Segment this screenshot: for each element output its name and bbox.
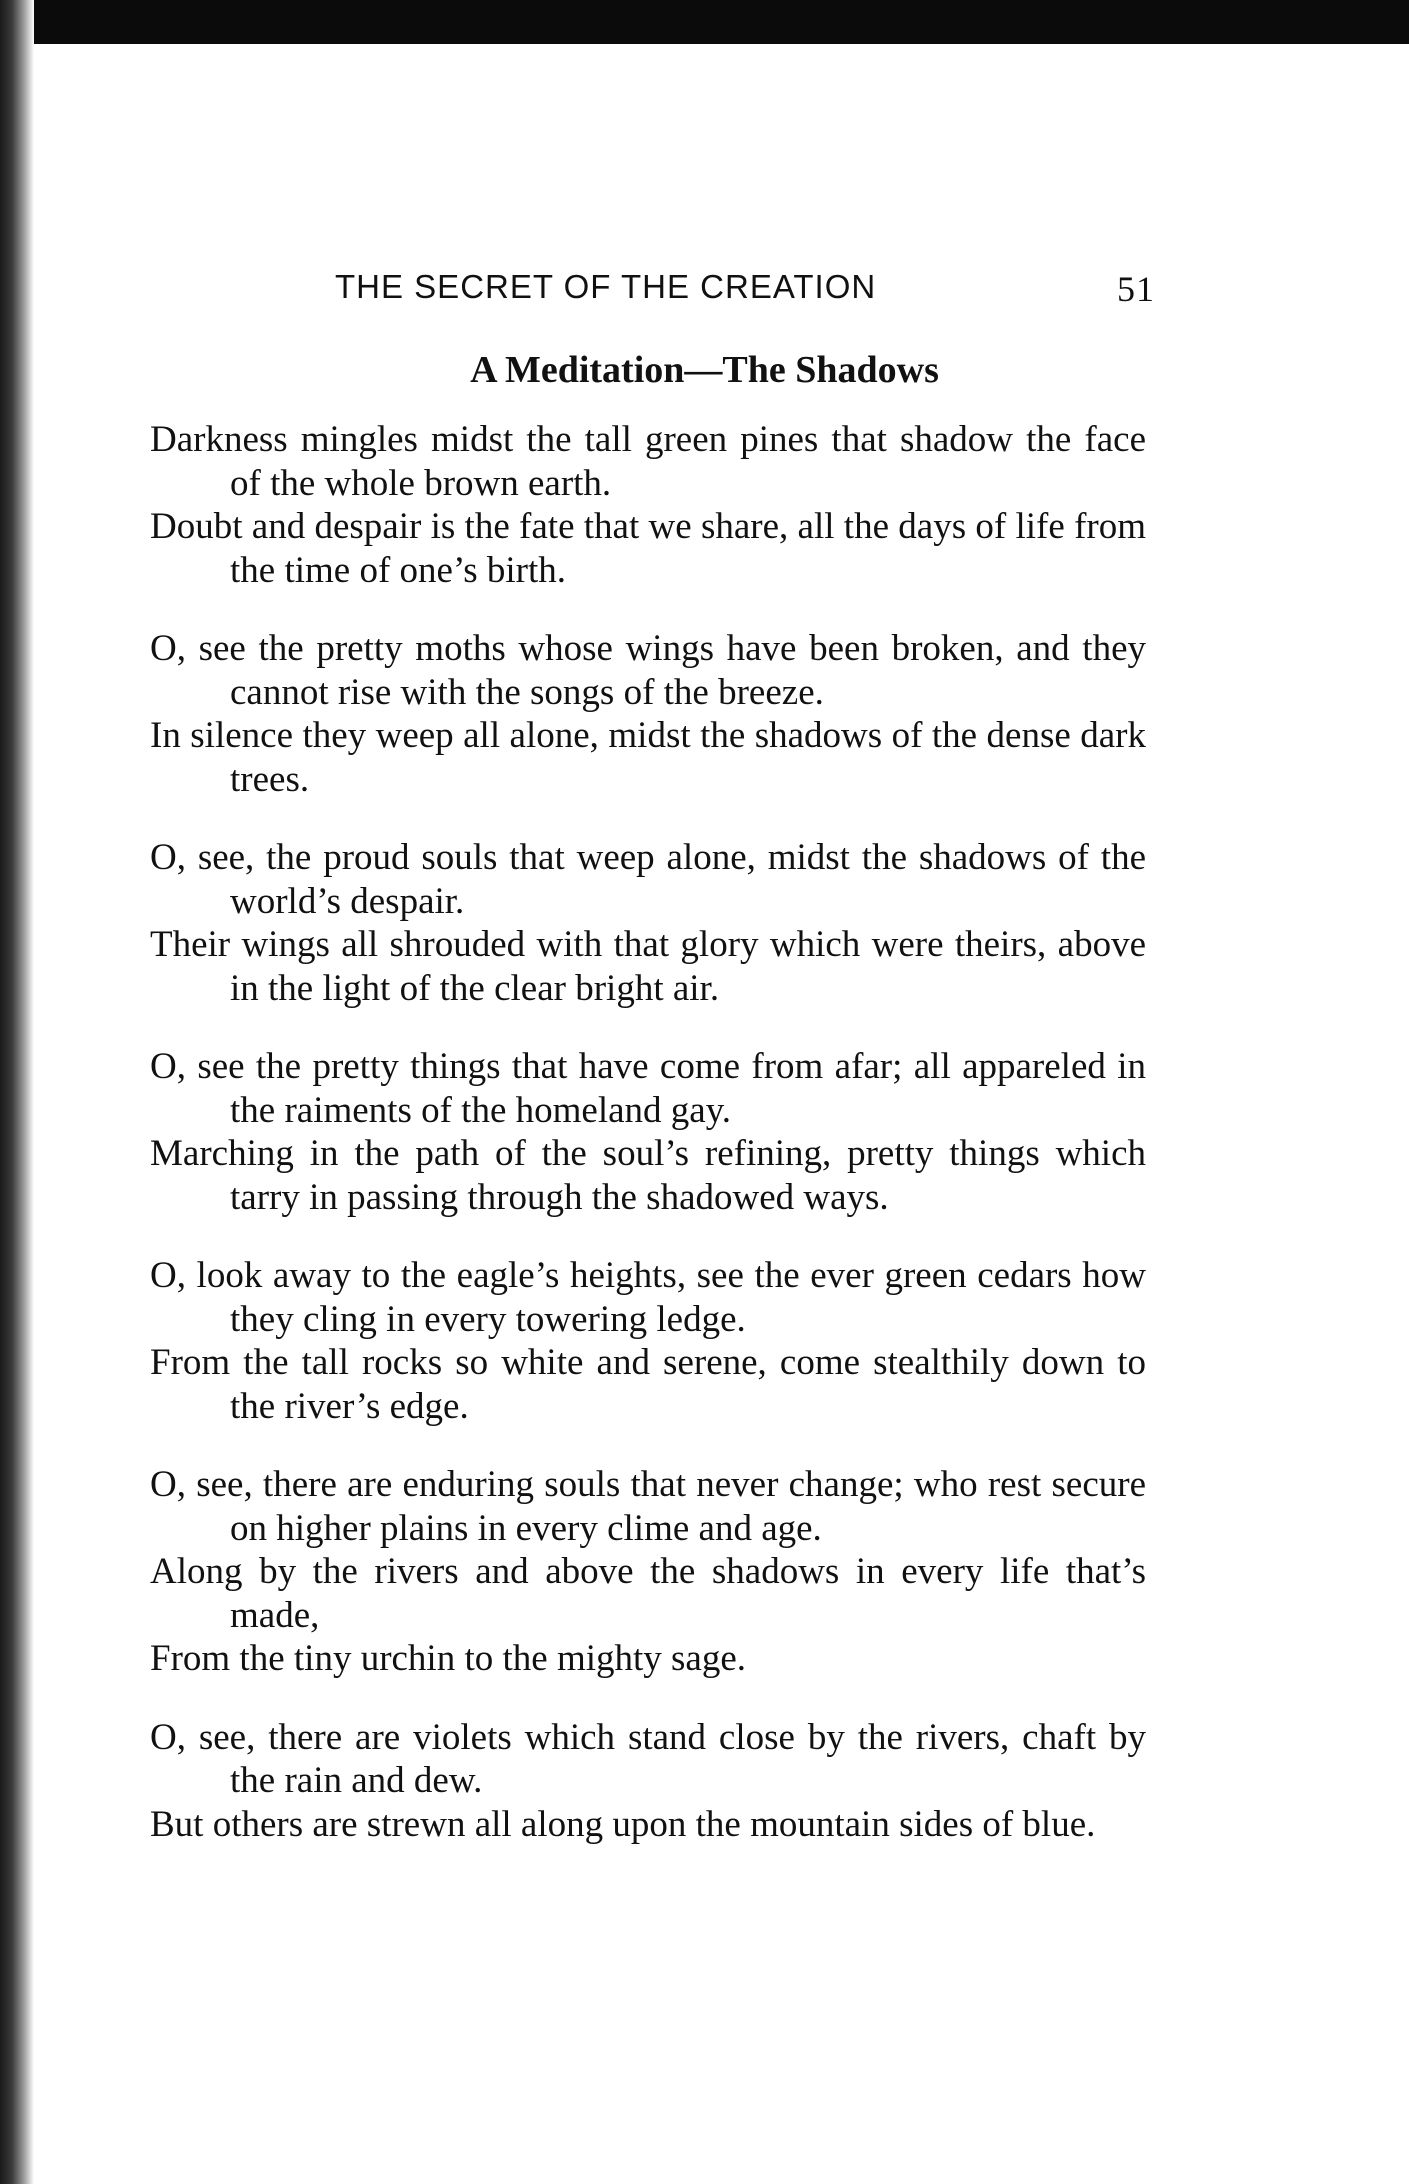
stanza <box>150 1045 1146 1219</box>
poem-line: In silence they weep all alone, midst the shadows of the dense dark trees. <box>150 715 1146 800</box>
poem-title: A Meditation—The Shadows <box>470 349 939 391</box>
stanza <box>150 836 1146 1010</box>
poem-line: O, look away to the eagle’s heights, see the ever green cedars how they cling in every towering ledge. <box>150 1255 1146 1340</box>
stanza <box>150 1463 1146 1681</box>
poem-line: But others are strewn all along upon the mountain sides of blue. <box>150 1803 1096 1845</box>
stanza <box>150 418 1146 592</box>
poem-line: Marching in the path of the soul’s refining, pretty things which tarry in passing through the shadowed ways. <box>150 1133 1146 1218</box>
poem-line: O, see, there are violets which stand close by the rivers, chaft by the rain and dew. <box>150 1716 1146 1801</box>
poem-line: Along by the rivers and above the shadows in every life that’s made, <box>150 1551 1146 1636</box>
poem-line: From the tall rocks so white and serene, come stealthily down to the river’s edge. <box>150 1342 1146 1427</box>
poem-line: O, see the pretty moths whose wings have been broken, and they cannot rise with the songs of the breeze. <box>150 628 1146 713</box>
poem-line: Darkness mingles midst the tall green pines that shadow the face of the whole brown earth. <box>150 419 1146 504</box>
running-head-title: THE SECRET OF THE CREATION <box>335 268 877 305</box>
poem-line: O, see the pretty things that have come from afar; all appareled in the raiments of the homeland gay. <box>150 1046 1146 1131</box>
scan-binding-shadow <box>0 0 34 2184</box>
stanza <box>150 627 1146 801</box>
poem-line: O, see, there are enduring souls that never change; who rest secure on higher plains in every clime and age. <box>150 1464 1146 1549</box>
poem-line: From the tiny urchin to the mighty sage. <box>150 1638 747 1679</box>
stanza <box>150 1254 1146 1428</box>
scan-top-border <box>0 0 1409 44</box>
poem-line: Doubt and despair is the fate that we share, all the days of life from the time of one’s birth. <box>150 506 1146 591</box>
poem-line: Their wings all shrouded with that glory which were theirs, above in the light of the clear bright air. <box>150 924 1146 1009</box>
poem-line: O, see, the proud souls that weep alone, midst the shadows of the world’s despair. <box>150 837 1146 922</box>
stanza <box>150 1716 1146 1847</box>
page-number: 51 <box>1117 269 1155 309</box>
poem-body <box>150 418 1146 1846</box>
